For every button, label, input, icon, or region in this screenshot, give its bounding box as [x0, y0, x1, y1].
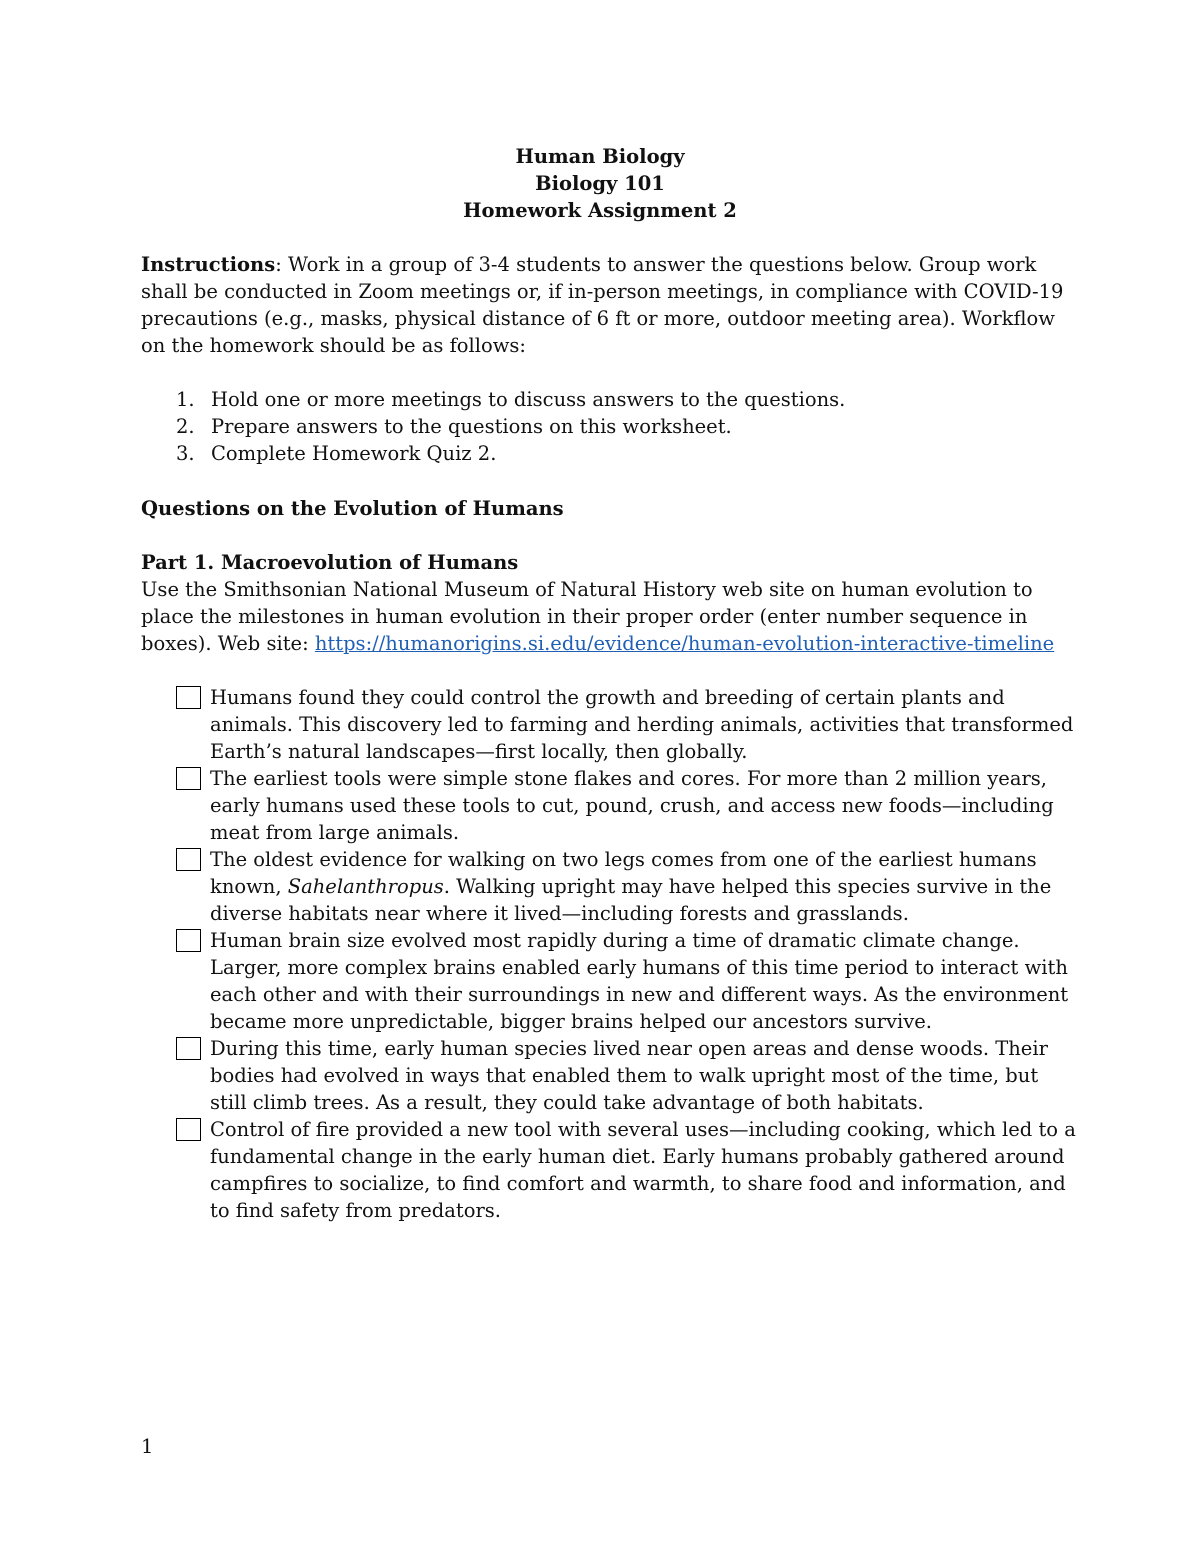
timeline-link[interactable]: https://humanorigins.si.edu/evidence/human-evolution-interactive-timeline [314, 632, 1055, 655]
milestone-item [176, 684, 1076, 765]
milestone-text-before: The oldest evidence for walking on two legs comes from one of the earliest humans known, [210, 848, 1037, 898]
milestone-text: Human brain size evolved most rapidly during a time of dramatic climate change. Larger, more complex brains enabled early humans of this time period to interact with each other and with their surroundings in new and different ways. As the environment became more unpredictable, bigger brains helped our ancestors survive. [210, 929, 1069, 1033]
step-text: Prepare answers to the questions on this worksheet. [211, 415, 732, 438]
milestone-text: Control of fire provided a new tool with several uses—including cooking, which led to a fundamental change in the early human diet. Early humans probably gathered around campfires to socialize, to find comfort and warmth, to share food and information, and to find safety from predators. [210, 1118, 1076, 1222]
document-header [0, 143, 1200, 224]
sequence-number-box[interactable] [176, 686, 201, 709]
assignment-title: Homework Assignment 2 [463, 199, 737, 222]
course-title: Human Biology [515, 145, 685, 168]
sequence-number-box[interactable] [176, 1037, 201, 1060]
milestone-text: The earliest tools were simple stone flakes and cores. For more than 2 million years, early humans used these tools to cut, pound, crush, and access new foods—including meat from large animals. [210, 767, 1054, 844]
part1-description [141, 576, 1071, 657]
milestone-text: Humans found they could control the growth and breeding of certain plants and animals. This discovery led to farming and herding animals, activities that transformed Earth’s natural landscapes—first locally, then globally. [210, 686, 1074, 763]
instructions-label: Instructions [141, 253, 276, 276]
sequence-number-box[interactable] [176, 767, 201, 790]
course-code: Biology 101 [535, 172, 665, 195]
milestone-item [176, 846, 1076, 927]
milestone-text-after: . Walking upright may have helped this species survive in the diverse habitats near where it lived—including forests and grasslands. [210, 875, 1052, 925]
sequence-number-box[interactable] [176, 929, 201, 952]
milestones-list [176, 684, 1076, 1224]
part1-text: Use the Smithsonian National Museum of Natural History web site on human evolution to place the milestones in human evolution in their proper order (enter number sequence in boxes). Web site: [141, 578, 1033, 655]
instructions-paragraph [141, 251, 1071, 359]
questions-heading: Questions on the Evolution of Humans [141, 497, 564, 520]
part1-section [141, 549, 1071, 657]
species-name: Sahelanthropus [287, 875, 444, 898]
step-number: 3. [176, 442, 195, 465]
milestone-item [176, 765, 1076, 846]
sequence-number-box[interactable] [176, 848, 201, 871]
part1-title: Part 1. Macroevolution of Humans [141, 551, 519, 574]
sequence-number-box[interactable] [176, 1118, 201, 1141]
step-text: Hold one or more meetings to discuss answers to the questions. [211, 388, 846, 411]
page-number: 1 [141, 1435, 154, 1458]
list-item [176, 440, 1076, 467]
milestone-item [176, 927, 1076, 1035]
milestone-item [176, 1116, 1076, 1224]
step-number: 2. [176, 415, 195, 438]
milestone-item [176, 1035, 1076, 1116]
list-item [176, 386, 1076, 413]
list-item [176, 413, 1076, 440]
milestone-text [210, 846, 1076, 927]
milestone-text: During this time, early human species lived near open areas and dense woods. Their bodies had evolved in ways that enabled them to walk upright most of the time, but still climb trees. As a result, they could take advantage of both habitats. [210, 1037, 1048, 1114]
step-number: 1. [176, 388, 195, 411]
step-text: Complete Homework Quiz 2. [211, 442, 497, 465]
instructions-text: : Work in a group of 3-4 students to answer the questions below. Group work shall be conducted in Zoom meetings or, if in-person meetings, in compliance with COVID-19 precautions (e.g., masks, physical distance of 6 ft or more, outdoor meeting area). Workflow on the homework should be as follows: [141, 253, 1064, 357]
workflow-steps-list [176, 386, 1076, 467]
